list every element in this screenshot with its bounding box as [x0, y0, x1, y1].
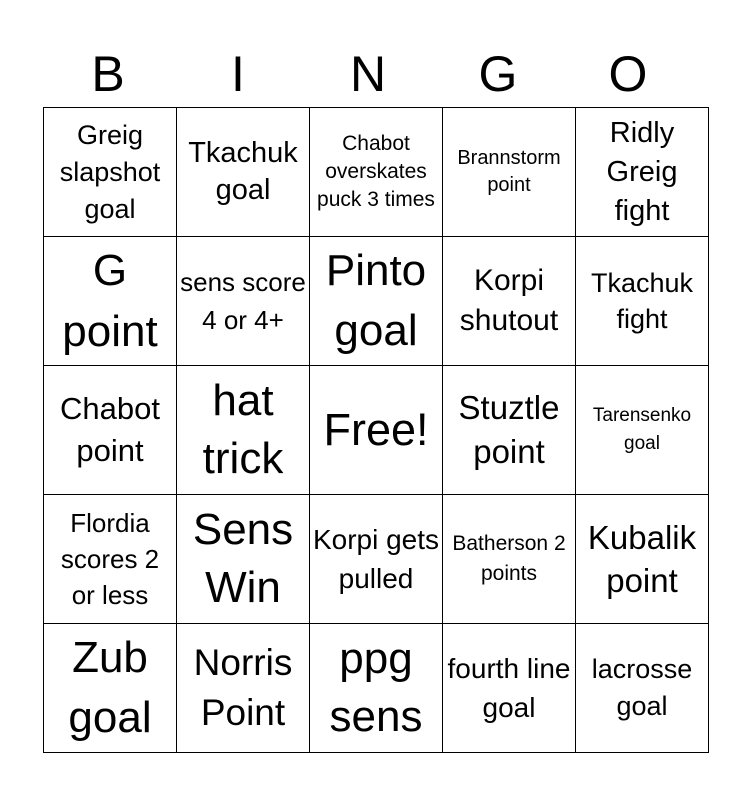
bingo-row — [44, 237, 709, 366]
bingo-cell-text: Pinto goal — [325, 246, 427, 355]
bingo-cell[interactable] — [177, 624, 310, 753]
bingo-cell-text: G point — [62, 246, 158, 356]
bingo-cell[interactable] — [576, 108, 709, 237]
bingo-cell-text: Kubalik point — [587, 519, 697, 599]
bingo-cell-text: sens score 4 or 4+ — [180, 267, 306, 335]
bingo-cell[interactable] — [310, 237, 443, 366]
bingo-cell[interactable] — [443, 237, 576, 366]
bingo-cell[interactable] — [310, 108, 443, 237]
bingo-cell-text: Tkachuk fight — [590, 268, 694, 334]
header-letter-g: G — [478, 46, 518, 102]
bingo-cell[interactable] — [44, 624, 177, 753]
bingo-cell[interactable] — [177, 495, 310, 624]
bingo-cell[interactable] — [44, 495, 177, 624]
bingo-cell-text: Ridly Greig fight — [606, 116, 678, 227]
header-letter-i: I — [231, 46, 245, 102]
header-letter-n: N — [349, 46, 387, 102]
bingo-cell[interactable] — [177, 237, 310, 366]
bingo-cell-text: lacrosse goal — [591, 654, 693, 721]
bingo-cell-text: Flordia scores 2 or less — [60, 508, 160, 610]
bingo-cell[interactable] — [44, 366, 177, 495]
bingo-cell-text: Stuztle point — [458, 389, 560, 470]
bingo-cell-text: Free! — [323, 404, 429, 455]
header-letter-b: B — [91, 46, 125, 102]
bingo-cell-text: Tkachuk goal — [188, 137, 298, 206]
bingo-cell[interactable] — [44, 237, 177, 366]
bingo-cell[interactable] — [443, 366, 576, 495]
bingo-cell[interactable] — [443, 495, 576, 624]
bingo-cell[interactable] — [443, 108, 576, 237]
bingo-cell-text: Greig slapshot goal — [59, 119, 161, 224]
bingo-cell[interactable] — [177, 366, 310, 495]
bingo-cell-text: Norris Point — [193, 642, 293, 733]
bingo-cell-text: hat trick — [202, 376, 284, 483]
bingo-board — [43, 107, 709, 753]
bingo-cell-text: Korpi gets pulled — [312, 524, 440, 594]
bingo-header — [43, 42, 693, 106]
bingo-cell[interactable] — [576, 237, 709, 366]
bingo-row — [44, 495, 709, 624]
bingo-cell[interactable] — [310, 624, 443, 753]
bingo-cell-text: Chabot overskates puck 3 times — [317, 132, 435, 211]
bingo-cell-text: Brannstorm point — [457, 147, 561, 196]
bingo-cell-text: Chabot point — [60, 391, 160, 468]
bingo-row — [44, 108, 709, 237]
bingo-cell[interactable] — [576, 624, 709, 753]
bingo-cell[interactable] — [443, 624, 576, 753]
header-letter-o: O — [608, 46, 648, 102]
bingo-cell[interactable] — [310, 366, 443, 495]
bingo-cell[interactable] — [576, 495, 709, 624]
bingo-cell[interactable] — [177, 108, 310, 237]
bingo-row — [44, 624, 709, 753]
bingo-cell-text: Zub goal — [68, 633, 152, 742]
bingo-cell-text: Korpi shutout — [459, 264, 559, 337]
bingo-cell-text: Sens Win — [192, 505, 294, 612]
bingo-cell-text: Batherson 2 points — [452, 532, 566, 585]
bingo-cell[interactable] — [44, 108, 177, 237]
bingo-cell-text: fourth line goal — [447, 653, 571, 723]
bingo-cell-text: ppg sens — [329, 634, 423, 741]
bingo-grid — [44, 108, 709, 753]
bingo-cell[interactable] — [310, 495, 443, 624]
bingo-row — [44, 366, 709, 495]
bingo-cell-text: Tarensenko goal — [592, 405, 692, 454]
bingo-cell[interactable] — [576, 366, 709, 495]
